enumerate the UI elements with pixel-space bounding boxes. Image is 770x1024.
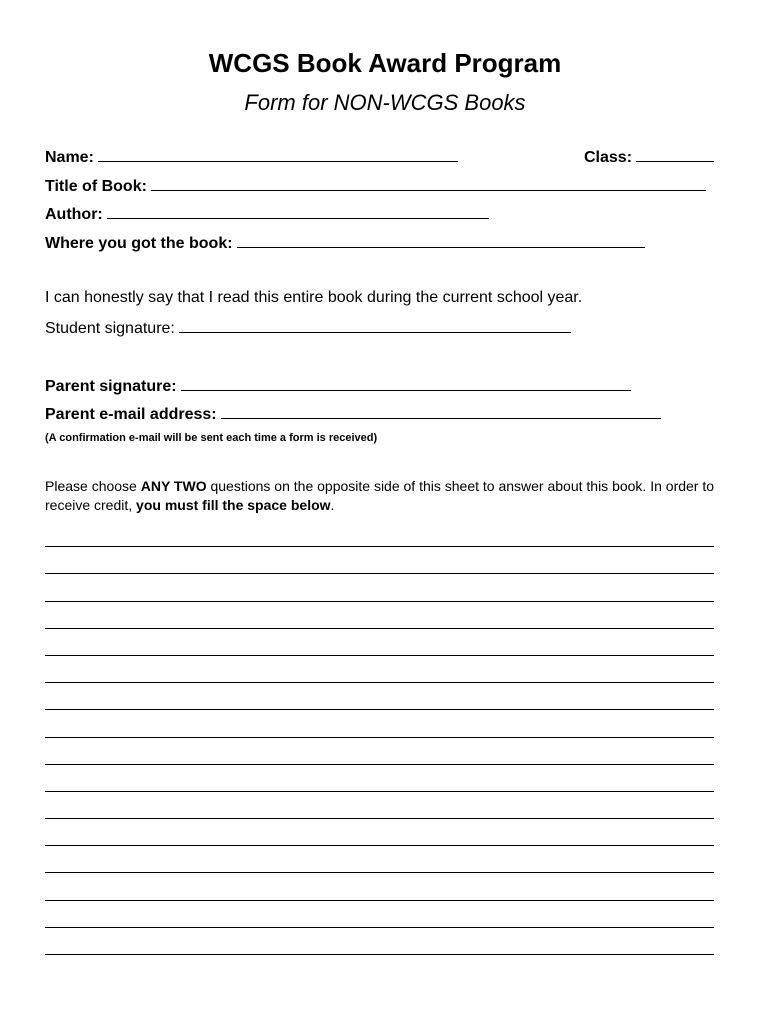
title-field	[45, 176, 706, 196]
student-signature-label: Student signature:	[45, 320, 175, 337]
answer-line[interactable]	[45, 765, 714, 792]
answer-line[interactable]	[45, 602, 714, 629]
answer-line[interactable]	[45, 846, 714, 873]
honesty-statement: I can honestly say that I read this entire book during the current school year.	[45, 289, 583, 306]
answer-line[interactable]	[45, 792, 714, 819]
instructions-emphasis-any-two: ANY TWO	[140, 478, 207, 494]
name-field	[45, 147, 458, 167]
source-blank[interactable]	[237, 233, 645, 248]
class-blank[interactable]	[636, 147, 714, 162]
answer-line[interactable]	[45, 738, 714, 765]
name-blank[interactable]	[98, 147, 458, 162]
parent-signature-label: Parent signature:	[45, 378, 177, 395]
parent-signature-blank[interactable]	[181, 376, 631, 391]
student-signature-blank[interactable]	[179, 318, 571, 333]
answer-line[interactable]	[45, 547, 714, 574]
parent-signature-field	[45, 376, 631, 396]
instructions	[45, 477, 725, 515]
author-label: Author:	[45, 206, 103, 223]
answer-line[interactable]	[45, 928, 714, 955]
class-label: Class:	[584, 149, 633, 166]
title-blank[interactable]	[151, 176, 706, 191]
answer-line[interactable]	[45, 683, 714, 710]
answer-line[interactable]	[45, 819, 714, 846]
name-label: Name:	[45, 149, 94, 166]
title-label: Title of Book:	[45, 178, 147, 195]
class-field	[584, 147, 714, 167]
author-field	[45, 204, 489, 224]
parent-email-label: Parent e-mail address:	[45, 406, 217, 423]
answer-line[interactable]	[45, 574, 714, 601]
instructions-part1: Please choose	[45, 478, 141, 494]
parent-email-blank[interactable]	[221, 404, 661, 419]
answer-line[interactable]	[45, 629, 714, 656]
instructions-part2: questions on the opposite side of this sheet to answer about this book. In order to receive credit,	[45, 478, 715, 513]
author-blank[interactable]	[107, 204, 489, 219]
student-signature-field	[45, 318, 571, 338]
answer-lines	[45, 520, 714, 955]
parent-email-field	[45, 404, 661, 424]
answer-line[interactable]	[45, 873, 714, 900]
form-title: WCGS Book Award Program	[208, 48, 562, 78]
source-label: Where you got the book:	[45, 235, 233, 252]
answer-line[interactable]	[45, 656, 714, 683]
confirmation-note: (A confirmation e-mail will be sent each time a form is received)	[45, 432, 378, 444]
answer-line[interactable]	[45, 901, 714, 928]
instructions-part3: .	[330, 497, 335, 513]
instructions-emphasis-fill: you must fill the space below	[136, 497, 331, 513]
source-field	[45, 233, 645, 253]
answer-line[interactable]	[45, 520, 714, 547]
form-subtitle: Form for NON-WCGS Books	[244, 90, 526, 115]
answer-line[interactable]	[45, 710, 714, 737]
